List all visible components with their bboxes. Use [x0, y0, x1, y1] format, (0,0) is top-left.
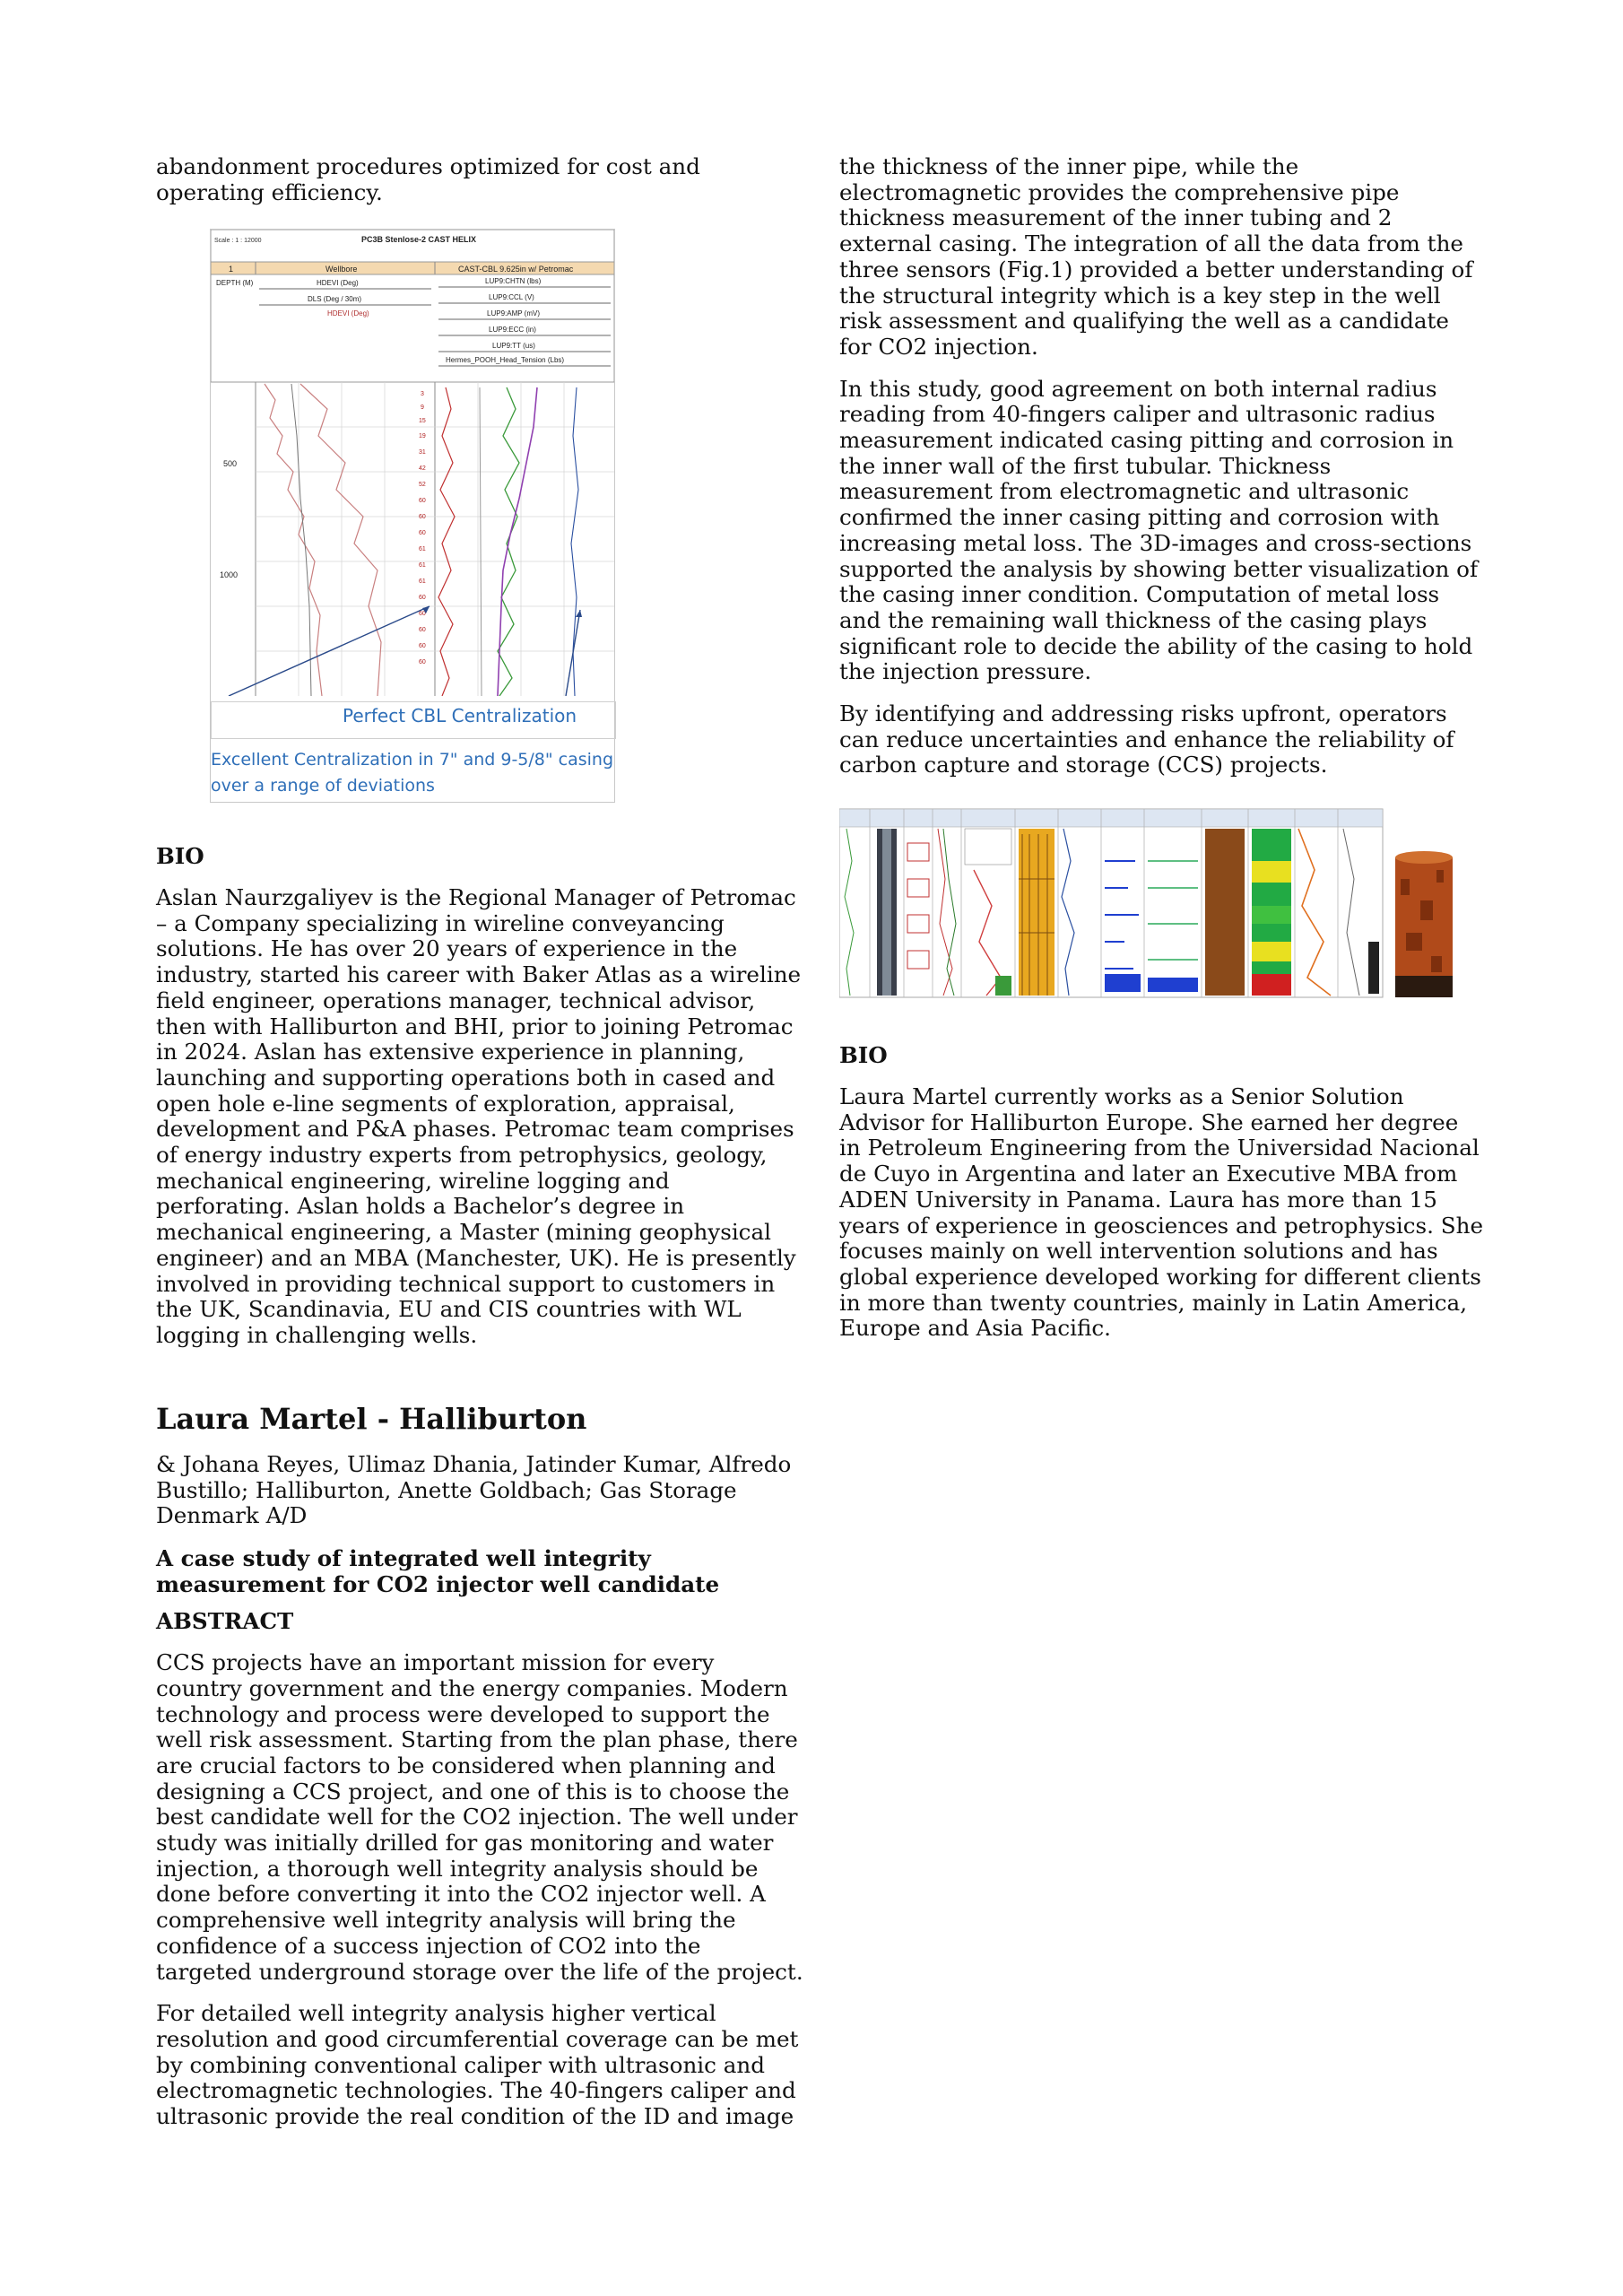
curve-htn-label: LUP9:CHTN (lbs) — [485, 277, 542, 285]
track3-label: CAST-CBL 9.625in w/ Petromac — [458, 265, 574, 274]
left-intro-text: abandonment procedures optimized for cost and operating efficiency. — [156, 153, 700, 205]
svg-text:60: 60 — [419, 611, 426, 617]
depth-1000: 1000 — [220, 570, 239, 579]
cbl-log-image — [211, 230, 614, 696]
svg-text:60: 60 — [419, 627, 426, 633]
svg-text:61: 61 — [419, 562, 426, 569]
svg-text:42: 42 — [419, 465, 426, 472]
cbl-log-figure — [210, 229, 615, 803]
svg-text:61: 61 — [419, 546, 426, 552]
curve-dls-label: DLS (Deg / 30m) — [308, 295, 362, 303]
track2-label: Wellbore — [325, 265, 358, 274]
svg-text:60: 60 — [419, 530, 426, 536]
right-paragraph-2: In this study, good agreement on both internal radius reading from 40-fingers caliper and ultrasonic radius measurement indicated casing pitting and corrosion in the inner wall of the first tubular. Thickness measurement from electromagnetic and ultrasonic confirmed the inner casing pitting and corrosion with increasing metal loss. The 3D-images and cross-sections supported the analysis by showing better visualization of the casing inner condition. Computation of metal loss and the remaining wall thickness of the casing plays significant role to decide the ability of the casing to hold the injection pressure. — [839, 375, 1479, 685]
svg-text:52: 52 — [419, 482, 426, 488]
svg-text:60: 60 — [419, 498, 426, 504]
svg-text:15: 15 — [419, 418, 426, 424]
curve-hermes-label: Hermes_POOH_Head_Tension (Lbs) — [446, 356, 565, 364]
paper-title: A case study of integrated well integrity measurement for CO2 injector well candidate — [156, 1545, 720, 1598]
bio-text-left: Aslan Naurzgaliyev is the Regional Manager of Petromac – a Company specializing in wireline conveyancing solutions. He has over 20 years of experience in the industry, started his career with Baker Atlas as a wireline field engineer, operations manager, technical advisor, then with Halliburton and BHI, prior to joining Petromac in 2024. Aslan has extensive experience in planning, launching and supporting operations both in cased and open hole e-line segments of exploration, appraisal, development and P&A phases. Petromac team comprises of energy industry experts from petrophysics, geology, mechanical engineering, wireline logging and perforating. Aslan holds a Bachelor’s degree in mechanical engineering, a Master (mining geophysical engineer) and an MBA (Manchester, UK). He is presently involved in providing technical support to customers in the UK, Scandinavia, EU and CIS countries with WL logging in challenging wells. — [156, 884, 802, 1348]
depth-label: DEPTH (M) — [216, 279, 254, 287]
bio-martel — [839, 1042, 1485, 1342]
svg-text:60: 60 — [419, 595, 426, 601]
log-title-text: PC3B Stenlose-2 CAST HELIX — [361, 235, 477, 244]
svg-text:61: 61 — [419, 578, 426, 585]
coauthors: & Johana Reyes, Ulimaz Dhania, Jatinder Kumar, Alfredo Bustillo; Halliburton, Anette Goldbach; Gas Storage Denmark A/D — [156, 1451, 792, 1529]
figure1-caption-centralization: Perfect CBL Centralization — [343, 705, 577, 726]
curve-hdevi2-label: HDEVI (Deg) — [327, 309, 369, 317]
abstract-paragraph-2: For detailed well integrity analysis higher vertical resolution and good circumferential coverage can be met by combining conventional caliper with ultrasonic and electromagnetic technologies. The 40-fingers caliper and ultrasonic provide the real condition of the ID and image — [156, 2000, 799, 2130]
svg-text:3: 3 — [421, 391, 424, 397]
svg-text:60: 60 — [419, 514, 426, 520]
curve-tt-label: LUP9:TT (us) — [492, 342, 535, 350]
bio-heading-right: BIO — [839, 1042, 888, 1068]
curve-amp-label: LUP9:AMP (mV) — [487, 309, 540, 317]
svg-text:19: 19 — [419, 433, 426, 439]
svg-text:9: 9 — [421, 404, 424, 411]
bio-naurzgaliyev — [156, 843, 803, 1349]
paper-martel — [156, 1402, 803, 2130]
integrated-log-image — [839, 807, 1485, 1003]
integrated-log-figure — [839, 807, 1485, 1003]
log-scale-text: Scale : 1 : 12000 — [214, 238, 262, 244]
figure1-caption-excellent: Excellent Centralization in 7" and 9-5/8" casing over a range of deviations — [211, 750, 614, 796]
author-title: Laura Martel - Halliburton — [156, 1402, 587, 1436]
abstract-paragraph-1: CCS projects have an important mission for every country government and the energy companies. Modern technology and process were developed to support the well risk assessment. Starting from the plan phase, there are crucial factors to be considered when planning and designing a CCS project, and one of this is to choose the best candidate well for the CO2 injection. The well under study was initially drilled for gas monitoring and water injection, a thorough well integrity analysis should be done before converting it into the CO2 injector well. A comprehensive well integrity analysis will bring the confidence of a success injection of CO2 into the targeted underground storage over the life of the project. — [156, 1649, 803, 1985]
svg-text:60: 60 — [419, 659, 426, 665]
abstract-heading: ABSTRACT — [156, 1608, 294, 1635]
svg-text:31: 31 — [419, 449, 426, 456]
right-paragraph-3: By identifying and addressing risks upfront, operators can reduce uncertainties and enhance the reliability of carbon capture and storage (CCS) projects. — [839, 700, 1454, 778]
right-column — [839, 154, 1485, 778]
bio-heading-left: BIO — [156, 843, 204, 869]
curve-hdevi-label: HDEVI (Deg) — [317, 279, 359, 287]
curve-ecc-label: LUP9:ECC (in) — [489, 326, 536, 334]
curve-ccl-label: LUP9:CCL (V) — [489, 293, 534, 301]
left-column — [156, 153, 803, 796]
track1-label: 1 — [229, 265, 234, 274]
svg-text:60: 60 — [419, 643, 426, 649]
right-paragraph-1: the thickness of the inner pipe, while the electromagnetic provides the comprehensive pipe thickness measurement of the inner tubing and 2 external casing. The integration of all the data from the three sensors (Fig.1) provided a better understanding of the structural integrity which is a key step in the well risk assessment and qualifying the well as a candidate for CO2 injection. — [839, 153, 1473, 360]
depth-500: 500 — [223, 459, 238, 468]
bio-text-right: Laura Martel currently works as a Senior Solution Advisor for Halliburton Europe. She earned her degree in Petroleum Engineering from the Universidad Nacional de Cuyo in Argentina and later an Executive MBA from ADEN University in Panama. Laura has more than 15 years of experience in geosciences and petrophysics. She focuses mainly on well intervention solutions and has global experience developed working for different clients in more than twenty countries, mainly in Latin America, Europe and Asia Pacific. — [839, 1083, 1484, 1342]
